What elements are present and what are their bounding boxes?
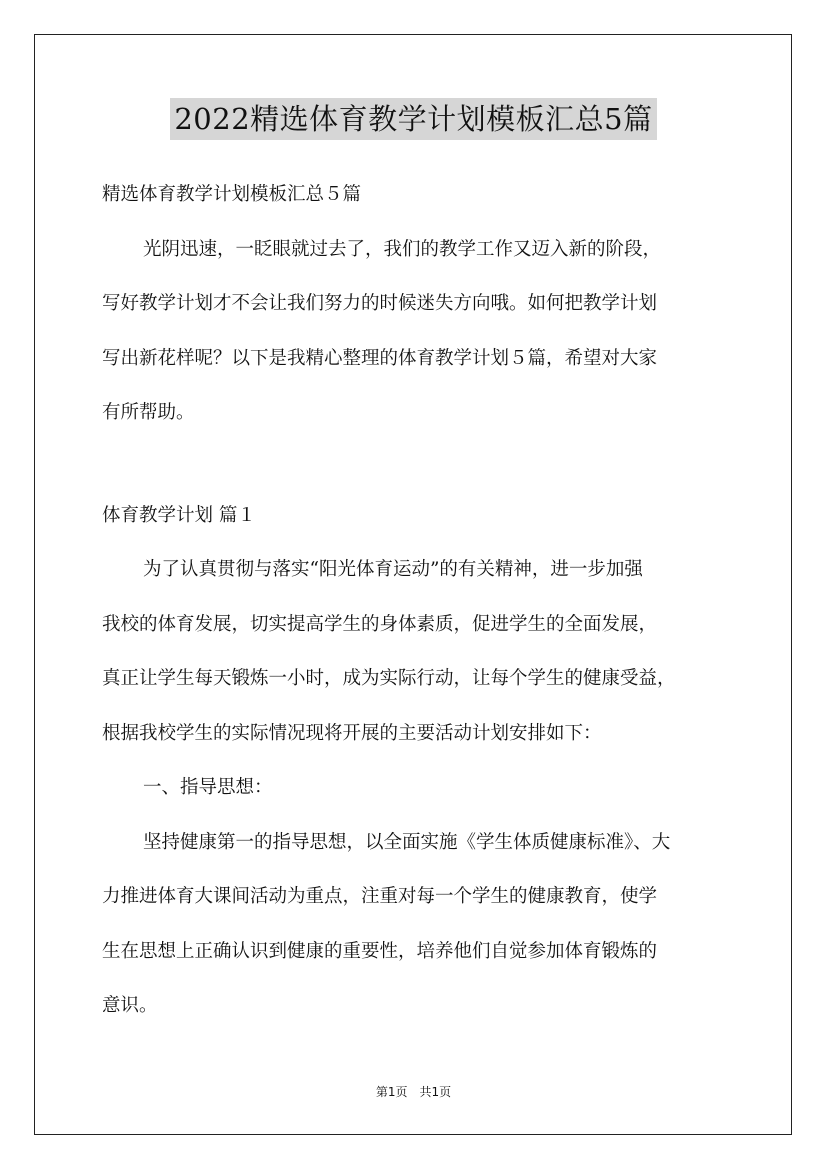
paragraph-line: 我校的体育发展，切实提高学生的身体素质，促进学生的全面发展， — [102, 613, 658, 635]
section-gap — [102, 445, 742, 493]
document-body — [102, 172, 742, 1038]
document-title: 2022精选体育教学计划模板汇总5篇 — [170, 98, 656, 140]
title-container — [0, 98, 827, 140]
paragraph-line: 为了认真贯彻与落实“阳光体育运动”的有关精神，进一步加强 — [143, 559, 643, 580]
section-heading: 体育教学计划 篇１ — [102, 504, 256, 526]
subheading-line: 一、指导思想： — [143, 777, 273, 798]
paragraph-line: 写出新花样呢？以下是我精心整理的体育教学计划５篇，希望对大家 — [102, 347, 658, 369]
paragraph-line: 力推进体育大课间活动为重点，注重对每一个学生的健康教育，使学 — [102, 886, 658, 907]
page-footer: 第1页 共1页 — [375, 1085, 452, 1099]
paragraph-line: 有所帮助。 — [102, 402, 195, 423]
paragraph-line: 根据我校学生的实际情况现将开展的主要活动计划安排如下： — [102, 722, 602, 744]
paragraph-line: 光阴迅速，一眨眼就过去了，我们的教学工作又迈入新的阶段， — [143, 238, 662, 260]
subtitle-line: 精选体育教学计划模板汇总５篇 — [102, 184, 362, 205]
paragraph-line: 意识。 — [102, 995, 158, 1016]
paragraph-line: 坚持健康第一的指导思想，以全面实施《学生体质健康标准》、大 — [143, 831, 671, 853]
paragraph-line: 写好教学计划才不会让我们努力的时候迷失方向哦。如何把教学计划 — [102, 293, 658, 314]
paragraph-line: 真正让学生每天锻炼一小时，成为实际行动，让每个学生的健康受益， — [102, 668, 676, 689]
paragraph-line: 生在思想上正确认识到健康的重要性，培养他们自觉参加体育锻炼的 — [102, 940, 658, 962]
